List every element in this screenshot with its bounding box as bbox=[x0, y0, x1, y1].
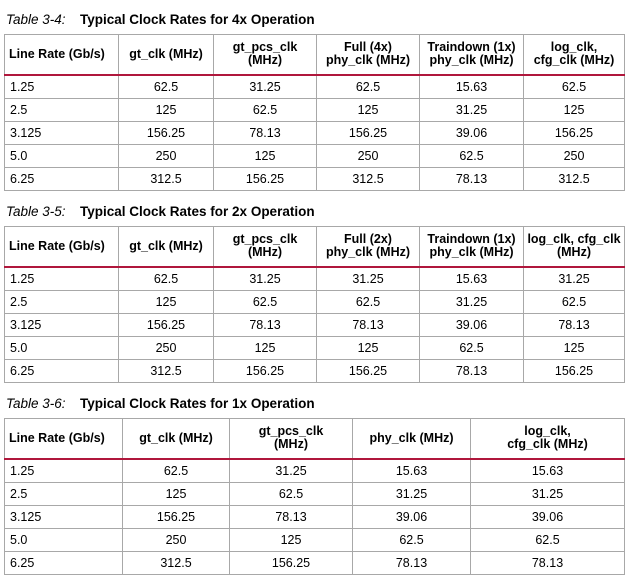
table-row bbox=[5, 551, 625, 574]
clock-value-cell: 15.63 bbox=[420, 75, 524, 99]
clock-value-cell: 62.5 bbox=[214, 98, 317, 121]
table-row bbox=[5, 528, 625, 551]
line-rate-cell: 3.125 bbox=[5, 313, 119, 336]
column-header bbox=[119, 227, 214, 267]
clock-value-cell: 62.5 bbox=[353, 528, 471, 551]
table-caption bbox=[4, 394, 624, 418]
clock-value-cell: 156.25 bbox=[214, 359, 317, 382]
clock-value-cell: 156.25 bbox=[230, 551, 353, 574]
clock-rate-table-1x bbox=[4, 418, 625, 575]
table-header bbox=[5, 35, 625, 75]
column-header-line: (MHz) bbox=[247, 53, 282, 68]
column-header bbox=[230, 419, 353, 459]
clock-value-cell: 39.06 bbox=[471, 505, 625, 528]
clock-value-cell: 125 bbox=[119, 290, 214, 313]
column-header-line: gt_pcs_clk bbox=[258, 424, 324, 439]
clock-value-cell: 62.5 bbox=[524, 290, 625, 313]
line-rate-cell: 5.0 bbox=[5, 144, 119, 167]
column-header-line: gt_pcs_clk bbox=[232, 40, 298, 55]
clock-value-cell: 156.25 bbox=[524, 121, 625, 144]
table-block-2x bbox=[4, 202, 624, 383]
clock-value-cell: 62.5 bbox=[420, 144, 524, 167]
column-header bbox=[317, 227, 420, 267]
clock-value-cell: 250 bbox=[123, 528, 230, 551]
clock-value-cell: 156.25 bbox=[123, 505, 230, 528]
table-row bbox=[5, 121, 625, 144]
clock-value-cell: 39.06 bbox=[420, 313, 524, 336]
clock-value-cell: 39.06 bbox=[353, 505, 471, 528]
table-row bbox=[5, 359, 625, 382]
column-header-line: Line Rate (Gb/s) bbox=[9, 430, 105, 445]
table-row bbox=[5, 167, 625, 190]
clock-value-cell: 78.13 bbox=[420, 359, 524, 382]
clock-value-cell: 312.5 bbox=[119, 167, 214, 190]
clock-value-cell: 78.13 bbox=[214, 313, 317, 336]
clock-value-cell: 62.5 bbox=[471, 528, 625, 551]
column-header-line: (MHz) bbox=[556, 245, 591, 260]
table-block-1x bbox=[4, 394, 624, 575]
column-header-line: (MHz) bbox=[273, 437, 308, 452]
column-header bbox=[353, 419, 471, 459]
clock-value-cell: 15.63 bbox=[471, 459, 625, 483]
clock-value-cell: 125 bbox=[119, 98, 214, 121]
table-row bbox=[5, 336, 625, 359]
table-body bbox=[5, 459, 625, 575]
column-header bbox=[317, 35, 420, 75]
clock-value-cell: 156.25 bbox=[317, 359, 420, 382]
clock-value-cell: 156.25 bbox=[119, 121, 214, 144]
clock-value-cell: 15.63 bbox=[353, 459, 471, 483]
line-rate-cell: 2.5 bbox=[5, 482, 123, 505]
column-header-line: log_clk, bbox=[524, 424, 571, 439]
column-header-line: gt_clk (MHz) bbox=[129, 238, 203, 253]
clock-value-cell: 312.5 bbox=[119, 359, 214, 382]
clock-value-cell: 156.25 bbox=[119, 313, 214, 336]
clock-value-cell: 62.5 bbox=[214, 290, 317, 313]
clock-value-cell: 125 bbox=[214, 144, 317, 167]
clock-value-cell: 125 bbox=[317, 98, 420, 121]
clock-value-cell: 78.13 bbox=[353, 551, 471, 574]
column-header bbox=[524, 227, 625, 267]
line-rate-cell: 3.125 bbox=[5, 505, 123, 528]
clock-rate-table-2x bbox=[4, 226, 625, 383]
clock-value-cell: 31.25 bbox=[524, 267, 625, 291]
column-header-line: log_clk, cfg_clk bbox=[527, 232, 621, 247]
line-rate-cell: 1.25 bbox=[5, 75, 119, 99]
column-header bbox=[119, 35, 214, 75]
column-header-line: cfg_clk (MHz) bbox=[507, 437, 588, 452]
line-rate-cell: 2.5 bbox=[5, 98, 119, 121]
clock-value-cell: 78.13 bbox=[420, 167, 524, 190]
column-header-line: Line Rate (Gb/s) bbox=[9, 238, 105, 253]
line-rate-cell: 6.25 bbox=[5, 551, 123, 574]
table-row bbox=[5, 505, 625, 528]
line-rate-cell: 5.0 bbox=[5, 528, 123, 551]
clock-value-cell: 125 bbox=[317, 336, 420, 359]
column-header-line: gt_clk (MHz) bbox=[129, 46, 203, 61]
clock-value-cell: 312.5 bbox=[123, 551, 230, 574]
clock-rate-table-4x bbox=[4, 34, 625, 191]
column-header-line: phy_clk (MHz) bbox=[429, 245, 514, 260]
table-row bbox=[5, 144, 625, 167]
column-header bbox=[524, 35, 625, 75]
clock-value-cell: 125 bbox=[123, 482, 230, 505]
table-body bbox=[5, 267, 625, 383]
table-header bbox=[5, 419, 625, 459]
clock-value-cell: 62.5 bbox=[123, 459, 230, 483]
table-row bbox=[5, 313, 625, 336]
column-header bbox=[123, 419, 230, 459]
column-header bbox=[420, 227, 524, 267]
clock-value-cell: 62.5 bbox=[524, 75, 625, 99]
column-header-line: phy_clk (MHz) bbox=[325, 245, 411, 260]
clock-value-cell: 62.5 bbox=[317, 290, 420, 313]
table-block-4x bbox=[4, 10, 624, 191]
clock-value-cell: 156.25 bbox=[317, 121, 420, 144]
header-row bbox=[5, 227, 625, 267]
table-row bbox=[5, 98, 625, 121]
column-header-line: phy_clk (MHz) bbox=[325, 53, 411, 68]
table-number: Table 3-4: bbox=[6, 12, 66, 27]
clock-value-cell: 250 bbox=[119, 336, 214, 359]
clock-value-cell: 250 bbox=[524, 144, 625, 167]
clock-value-cell: 31.25 bbox=[214, 75, 317, 99]
table-number: Table 3-6: bbox=[6, 396, 66, 411]
clock-value-cell: 125 bbox=[230, 528, 353, 551]
line-rate-cell: 6.25 bbox=[5, 359, 119, 382]
clock-value-cell: 31.25 bbox=[214, 267, 317, 291]
clock-value-cell: 156.25 bbox=[524, 359, 625, 382]
clock-value-cell: 31.25 bbox=[230, 459, 353, 483]
column-header bbox=[5, 227, 119, 267]
clock-value-cell: 31.25 bbox=[471, 482, 625, 505]
column-header bbox=[471, 419, 625, 459]
clock-value-cell: 125 bbox=[524, 98, 625, 121]
clock-value-cell: 31.25 bbox=[353, 482, 471, 505]
clock-value-cell: 250 bbox=[317, 144, 420, 167]
table-number: Table 3-5: bbox=[6, 204, 66, 219]
column-header bbox=[5, 419, 123, 459]
line-rate-cell: 6.25 bbox=[5, 167, 119, 190]
clock-value-cell: 31.25 bbox=[317, 267, 420, 291]
column-header bbox=[5, 35, 119, 75]
header-row bbox=[5, 419, 625, 459]
column-header-line: (MHz) bbox=[247, 245, 282, 260]
line-rate-cell: 1.25 bbox=[5, 267, 119, 291]
column-header-line: phy_clk (MHz) bbox=[429, 53, 514, 68]
table-header bbox=[5, 227, 625, 267]
clock-value-cell: 78.13 bbox=[317, 313, 420, 336]
column-header-line: Traindown (1x) bbox=[427, 40, 516, 55]
line-rate-cell: 1.25 bbox=[5, 459, 123, 483]
clock-value-cell: 62.5 bbox=[230, 482, 353, 505]
column-header-line: gt_clk (MHz) bbox=[139, 430, 213, 445]
column-header-line: phy_clk (MHz) bbox=[369, 430, 454, 445]
clock-value-cell: 31.25 bbox=[420, 290, 524, 313]
column-header-line: Line Rate (Gb/s) bbox=[9, 46, 105, 61]
clock-value-cell: 78.13 bbox=[214, 121, 317, 144]
clock-value-cell: 125 bbox=[524, 336, 625, 359]
column-header bbox=[214, 227, 317, 267]
column-header-line: gt_pcs_clk bbox=[232, 232, 298, 247]
table-title: Typical Clock Rates for 2x Operation bbox=[80, 204, 315, 219]
column-header bbox=[420, 35, 524, 75]
header-row bbox=[5, 35, 625, 75]
column-header-line: log_clk, bbox=[550, 40, 598, 55]
table-row bbox=[5, 267, 625, 291]
column-header-line: Full (2x) bbox=[344, 232, 392, 247]
table-title: Typical Clock Rates for 1x Operation bbox=[80, 396, 315, 411]
line-rate-cell: 5.0 bbox=[5, 336, 119, 359]
clock-value-cell: 78.13 bbox=[471, 551, 625, 574]
table-caption bbox=[4, 10, 624, 34]
table-row bbox=[5, 75, 625, 99]
clock-value-cell: 39.06 bbox=[420, 121, 524, 144]
clock-value-cell: 78.13 bbox=[524, 313, 625, 336]
clock-value-cell: 62.5 bbox=[317, 75, 420, 99]
clock-value-cell: 62.5 bbox=[119, 75, 214, 99]
line-rate-cell: 3.125 bbox=[5, 121, 119, 144]
table-row bbox=[5, 290, 625, 313]
column-header-line: Traindown (1x) bbox=[427, 232, 516, 247]
clock-value-cell: 312.5 bbox=[317, 167, 420, 190]
clock-value-cell: 78.13 bbox=[230, 505, 353, 528]
clock-value-cell: 312.5 bbox=[524, 167, 625, 190]
table-row bbox=[5, 459, 625, 483]
clock-value-cell: 62.5 bbox=[420, 336, 524, 359]
table-body bbox=[5, 75, 625, 191]
clock-value-cell: 62.5 bbox=[119, 267, 214, 291]
column-header-line: cfg_clk (MHz) bbox=[533, 53, 615, 68]
table-caption bbox=[4, 202, 624, 226]
clock-value-cell: 250 bbox=[119, 144, 214, 167]
clock-value-cell: 156.25 bbox=[214, 167, 317, 190]
line-rate-cell: 2.5 bbox=[5, 290, 119, 313]
column-header bbox=[214, 35, 317, 75]
clock-value-cell: 15.63 bbox=[420, 267, 524, 291]
table-row bbox=[5, 482, 625, 505]
clock-value-cell: 31.25 bbox=[420, 98, 524, 121]
clock-value-cell: 125 bbox=[214, 336, 317, 359]
column-header-line: Full (4x) bbox=[344, 40, 392, 55]
table-title: Typical Clock Rates for 4x Operation bbox=[80, 12, 315, 27]
